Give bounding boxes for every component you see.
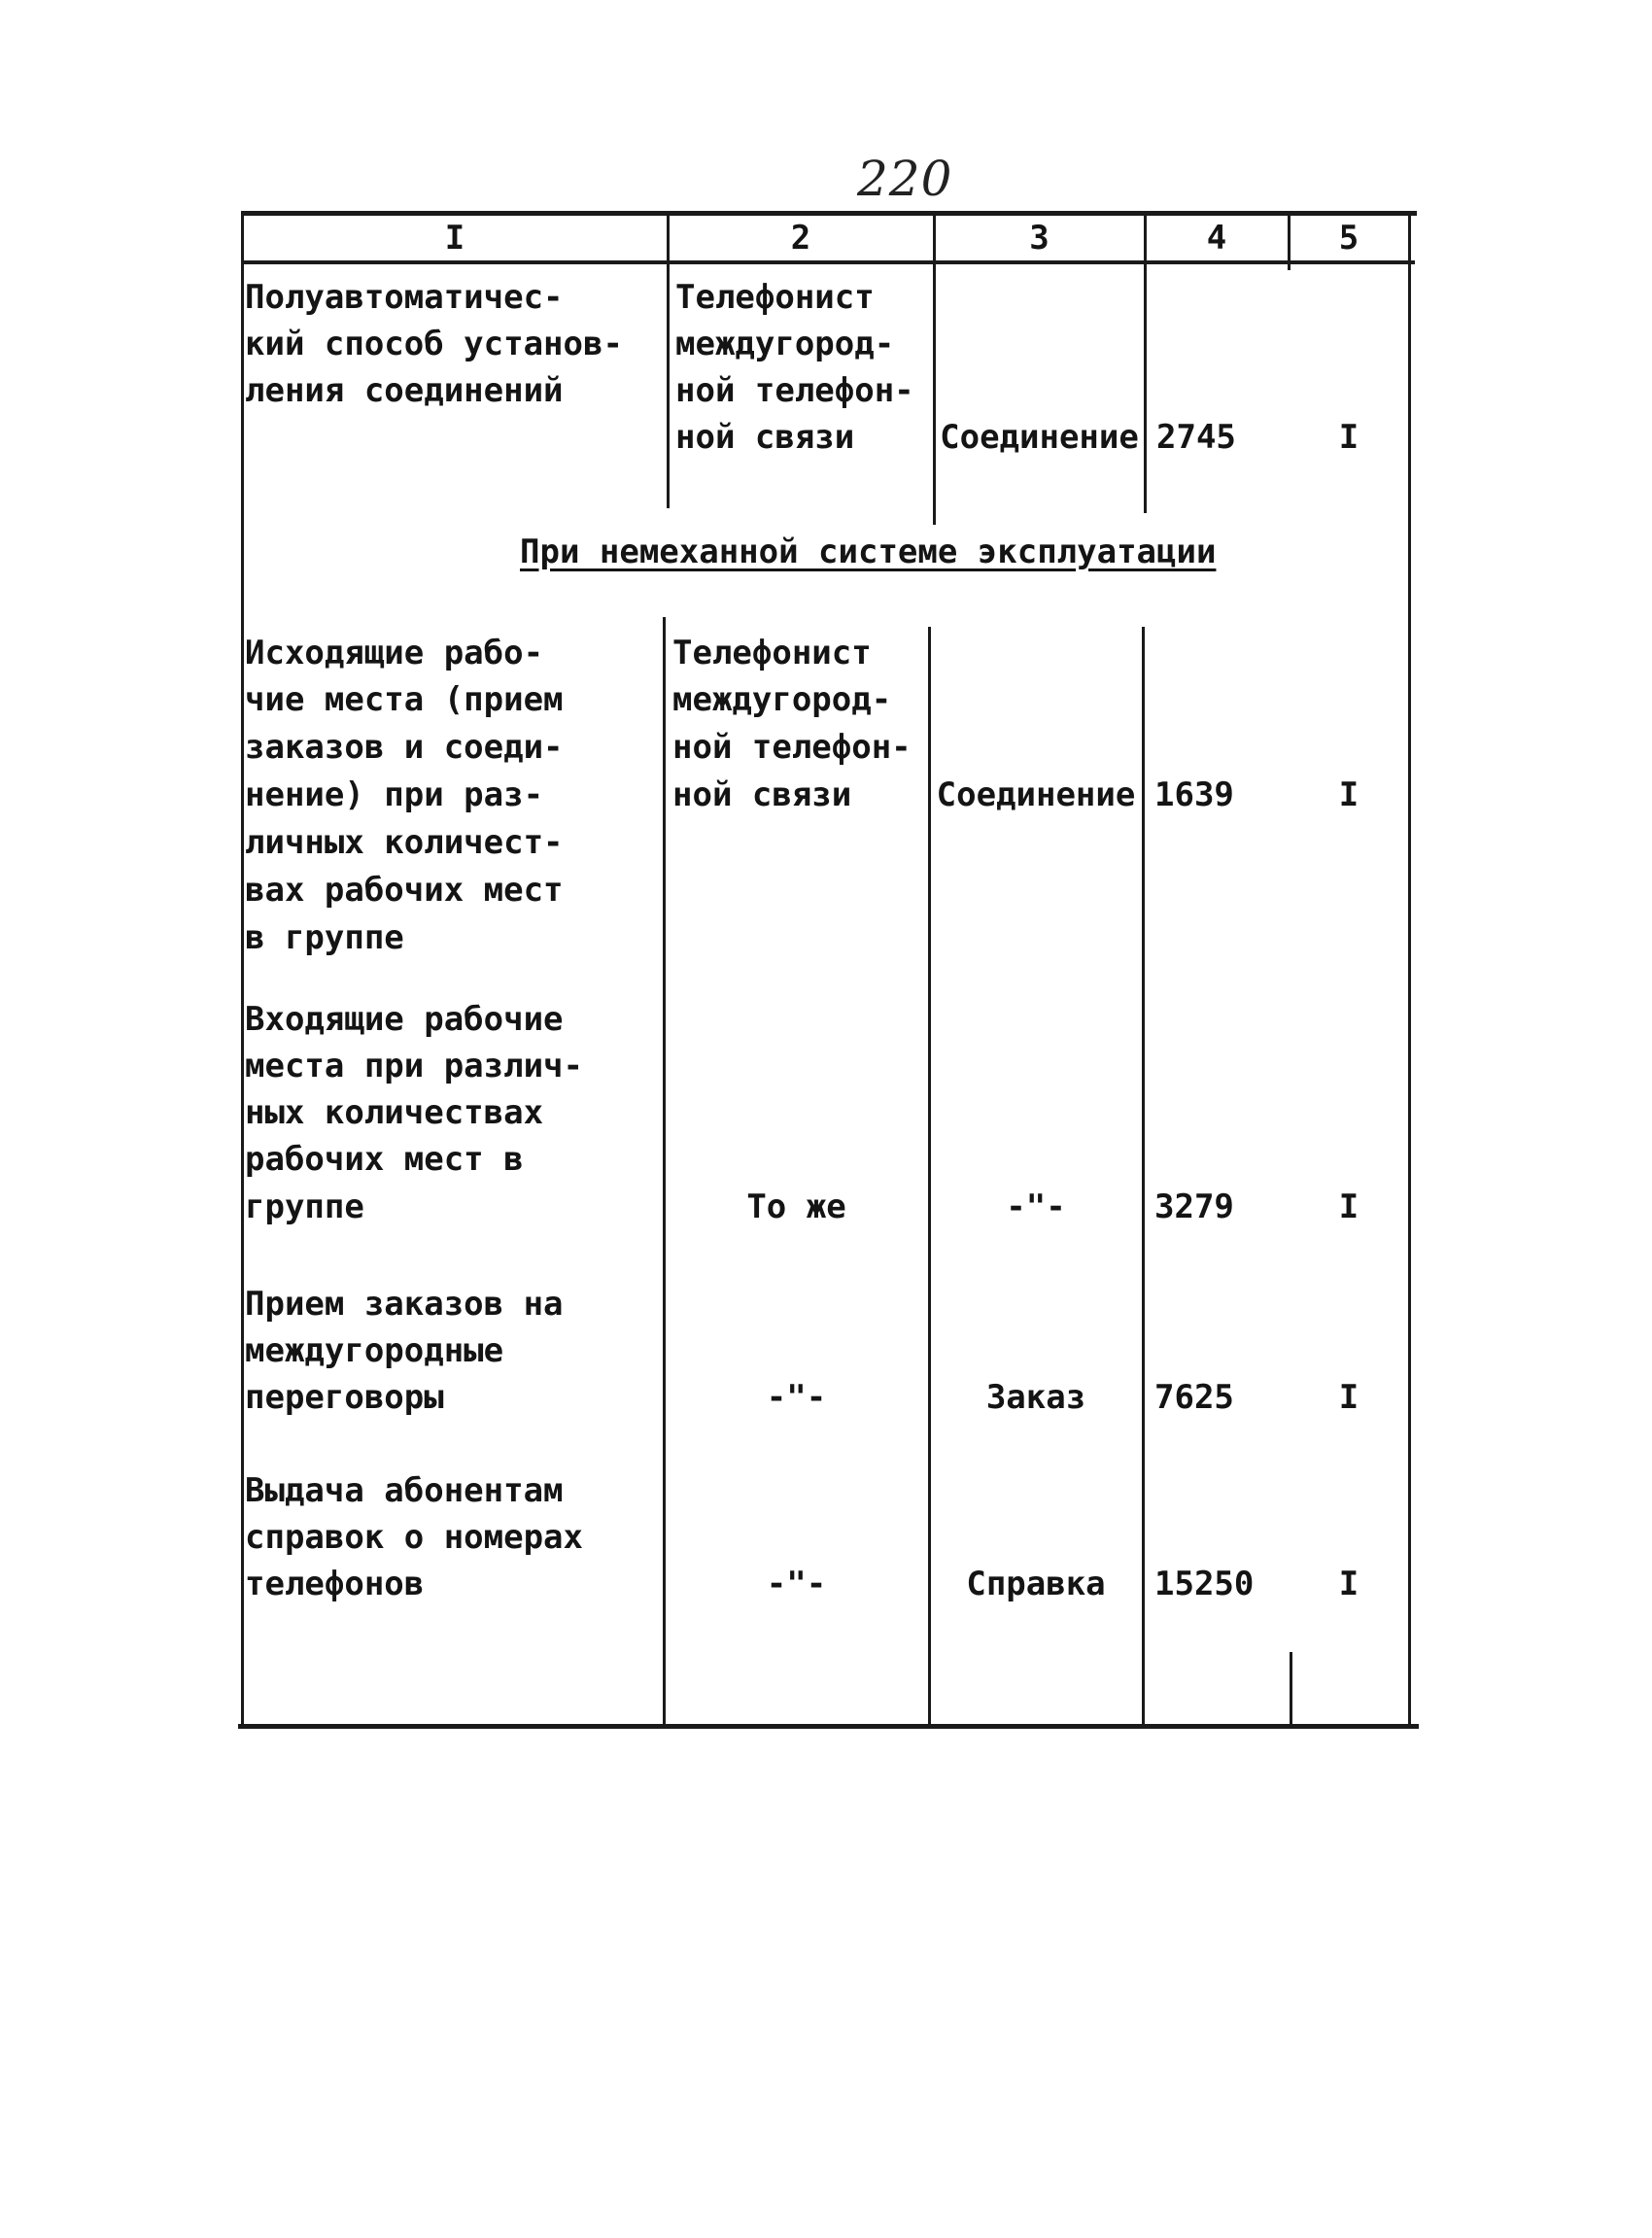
row2-col1-line1: Исходящие рабо- [245, 634, 544, 672]
column-divider-3-bottom [1142, 627, 1145, 1725]
row2-col1-line3: заказов и соеди- [245, 728, 564, 767]
column-divider-1-bottom [663, 617, 666, 1725]
row1-col1-line3: ления соединений [245, 371, 564, 410]
row4-col2: -"- [766, 1378, 827, 1417]
row4-col1-line2: междугородные [245, 1331, 504, 1370]
table-top-border [241, 211, 1417, 216]
row2-col1-line4: нение) при раз- [245, 775, 544, 814]
row1-col2-line3: ной телефон- [675, 371, 914, 410]
column-divider-4-bottom [1290, 1652, 1292, 1725]
row5-col1-line2: справок о номерах [245, 1518, 583, 1557]
column-header-5: 5 [1338, 219, 1359, 258]
column-divider-2-top [933, 212, 936, 525]
row1-col1-line1: Полуавтоматичес- [245, 278, 564, 317]
row5-col2: -"- [766, 1565, 827, 1603]
column-header-1: I [444, 219, 465, 258]
row2-col5: I [1338, 775, 1359, 814]
row3-col1-line5: группе [245, 1188, 364, 1226]
page-number: 220 [857, 151, 953, 207]
row5-col1-line3: телефонов [245, 1565, 425, 1603]
row3-col1-line1: Входящие рабочие [245, 1000, 564, 1039]
row2-col1-line2: чие места (прием [245, 680, 564, 719]
row2-col4: 1639 [1154, 775, 1234, 814]
row5-col1-line1: Выдача абонентам [245, 1471, 564, 1510]
column-header-3: 3 [1029, 219, 1050, 258]
row1-col3: Соединение [940, 418, 1139, 457]
table-left-border [241, 212, 244, 1724]
row1-col1-line2: кий способ установ- [245, 325, 623, 363]
row4-col1-line1: Прием заказов на [245, 1285, 564, 1324]
row2-col1-line6: вах рабочих мест [245, 871, 564, 910]
row3-col3: -"- [1006, 1188, 1066, 1226]
column-header-4: 4 [1206, 219, 1227, 258]
row1-col2-line2: междугород- [675, 325, 895, 363]
row2-col2-line4: ной связи [672, 775, 852, 814]
row1-col2-line4: ной связи [675, 418, 855, 457]
row2-col2-line2: междугород- [672, 680, 892, 719]
row2-col2-line1: Телефонист [672, 634, 872, 672]
row2-col1-line7: в группе [245, 918, 404, 957]
row2-col1-line5: личных количест- [245, 823, 564, 862]
column-header-2: 2 [790, 219, 811, 258]
row3-col5: I [1338, 1188, 1359, 1226]
row1-col2-line1: Телефонист [675, 278, 875, 317]
row4-col5: I [1338, 1378, 1359, 1417]
row3-col1-line3: ных количествах [245, 1093, 544, 1132]
table-bottom-border [238, 1724, 1419, 1729]
row2-col3: Соединение [936, 775, 1136, 814]
row1-col5: I [1338, 418, 1359, 457]
row5-col5: I [1338, 1565, 1359, 1603]
row1-col4: 2745 [1156, 418, 1236, 457]
row2-col2-line3: ной телефон- [672, 728, 912, 767]
section-heading: При немеханной системе эксплуатации [520, 533, 1217, 571]
row5-col3: Справка [966, 1565, 1106, 1603]
row4-col3: Заказ [985, 1378, 1086, 1417]
table-right-border [1408, 212, 1411, 1724]
header-bottom-border [243, 260, 1415, 264]
row3-col4: 3279 [1154, 1188, 1234, 1226]
row3-col1-line2: места при различ- [245, 1047, 583, 1085]
row4-col1-line3: переговоры [245, 1378, 444, 1417]
row4-col4: 7625 [1154, 1378, 1234, 1417]
row3-col1-line4: рабочих мест в [245, 1140, 524, 1179]
row5-col4: 15250 [1154, 1565, 1255, 1603]
row3-col2: То же [746, 1188, 846, 1226]
